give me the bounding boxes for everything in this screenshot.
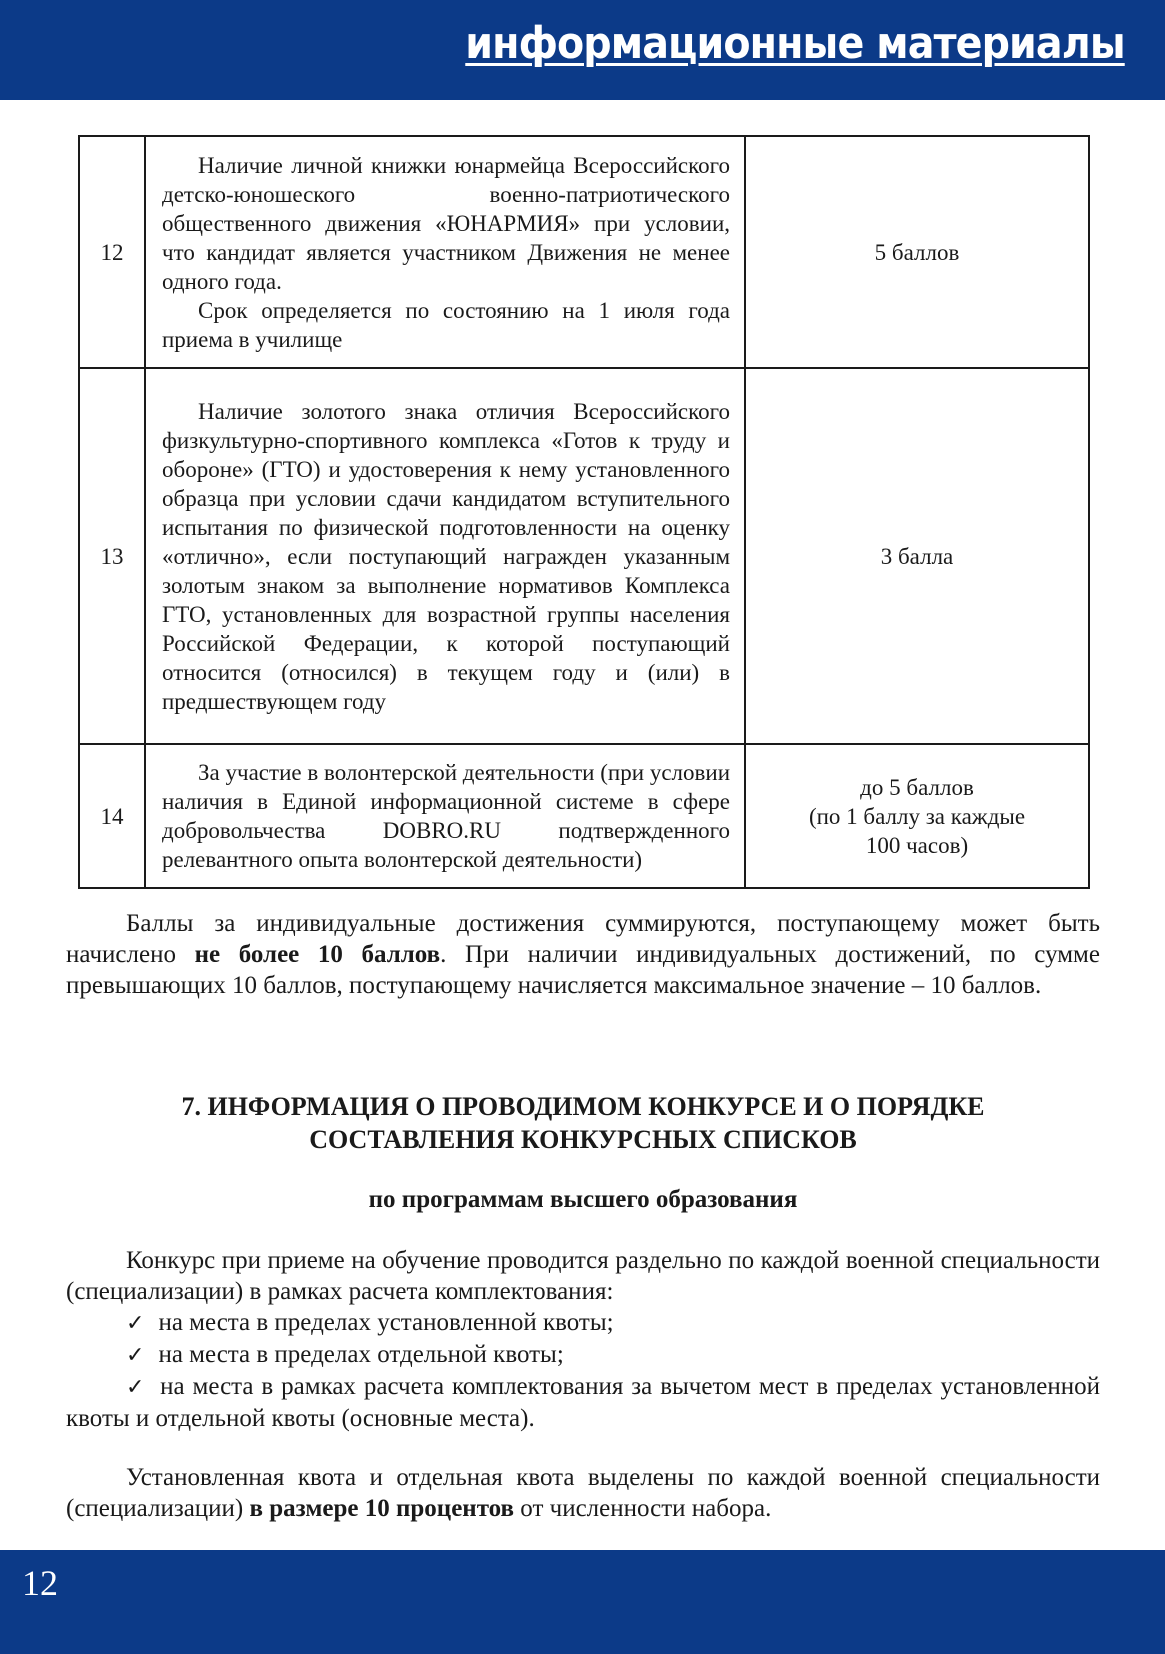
quota-text: Установленная квота и отдельная квота выделены по каждой военной специальности (специализации)	[66, 1464, 1100, 1522]
list-item	[66, 1371, 1100, 1434]
section-title-line: СОСТАВЛЕНИЯ КОНКУРСНЫХ СПИСКОВ	[309, 1125, 857, 1154]
row-number: 13	[79, 368, 145, 744]
row-paragraph: Наличие личной книжки юнармейца Всероссийского детско-юношеского военно-патриотического общественного движения «ЮНАРМИЯ» при условии, что кандидат является участником Движения не менее одного года.	[162, 152, 730, 294]
header-title: информационные материалы	[465, 18, 1125, 69]
table-row	[79, 136, 1089, 368]
row-description	[145, 368, 745, 744]
list-item-text: на места в рамках расчета комплектования за вычетом мест в пределах установленной квоты и отдельной квоты (основные места).	[66, 1373, 1101, 1432]
contest-paragraph	[66, 1245, 1100, 1434]
section-subtitle: по программам высшего образования	[368, 1186, 798, 1213]
table-row	[79, 744, 1089, 888]
achievements-table	[78, 135, 1090, 889]
score-line: (по 1 баллу за каждые	[808, 803, 1026, 829]
header-band	[0, 0, 1165, 100]
checkmark-icon: ✓	[126, 1311, 145, 1336]
list-item	[66, 1339, 1100, 1371]
checkmark-icon: ✓	[126, 1343, 145, 1368]
row-description	[145, 744, 745, 888]
summary-bold: не более 10 баллов	[194, 941, 441, 968]
table-row	[79, 368, 1089, 744]
score-line: 5 баллов	[874, 239, 960, 265]
footer-band	[0, 1550, 1165, 1654]
list-item	[66, 1307, 1100, 1339]
section-title-line: 7. ИНФОРМАЦИЯ О ПРОВОДИМОМ КОНКУРСЕ И О ПОРЯДКЕ	[181, 1092, 985, 1121]
quota-text: от численности набора.	[514, 1495, 772, 1522]
quota-paragraph	[66, 1462, 1100, 1524]
row-score	[745, 136, 1089, 368]
contest-intro: Конкурс при приеме на обучение проводится раздельно по каждой военной специальности (специализации) в рамках расчета комплектования:	[66, 1247, 1100, 1305]
row-paragraph: Наличие золотого знака отличия Всероссийского физкультурно-спортивного комплекса «Готов к труду и обороне» (ГТО) и удостоверения к нему установленного образца при условии сдачи кандидатом вступительного испытания по физической подготовленности на оценку «отлично», если поступающий награжден указанным золотым знаком за выполнение нормативов Комплекса ГТО, установленных для возрастной группы населения Российской Федерации, к которой поступающий относится (относился) в текущем году и (или) в предшествующем году	[162, 398, 730, 714]
row-paragraph: За участие в волонтерской деятельности (при условии наличия в Единой информационной системе в сфере добровольчества DOBRO.RU подтвержденного релевантного опыта волонтерской деятельности)	[162, 760, 730, 872]
row-score	[745, 744, 1089, 888]
score-line: до 5 баллов	[860, 774, 974, 800]
summary-text: . При наличии индивидуальных достижений, по сумме превышающих 10 баллов, поступающему начисляется максимальное значение – 10 баллов.	[66, 941, 1100, 999]
score-line: 3 балла	[880, 543, 954, 569]
list-item-text: на места в пределах установленной квоты;	[158, 1309, 614, 1336]
quota-bold: в размере 10 процентов	[249, 1495, 515, 1522]
row-paragraph: Срок определяется по состоянию на 1 июля года приема в училище	[162, 297, 730, 352]
checkmark-icon: ✓	[126, 1375, 147, 1400]
row-number: 12	[79, 136, 145, 368]
summary-text: Баллы за индивидуальные достижения суммируются, поступающему может быть начислено	[66, 910, 1100, 968]
page-number: 12	[22, 1563, 58, 1603]
row-score	[745, 368, 1089, 744]
score-line: 100 часов)	[865, 832, 969, 858]
section-title	[66, 1090, 1100, 1156]
row-description	[145, 136, 745, 368]
list-item-text: на места в пределах отдельной квоты;	[158, 1341, 564, 1368]
summary-paragraph	[66, 908, 1100, 1001]
row-number: 14	[79, 744, 145, 888]
